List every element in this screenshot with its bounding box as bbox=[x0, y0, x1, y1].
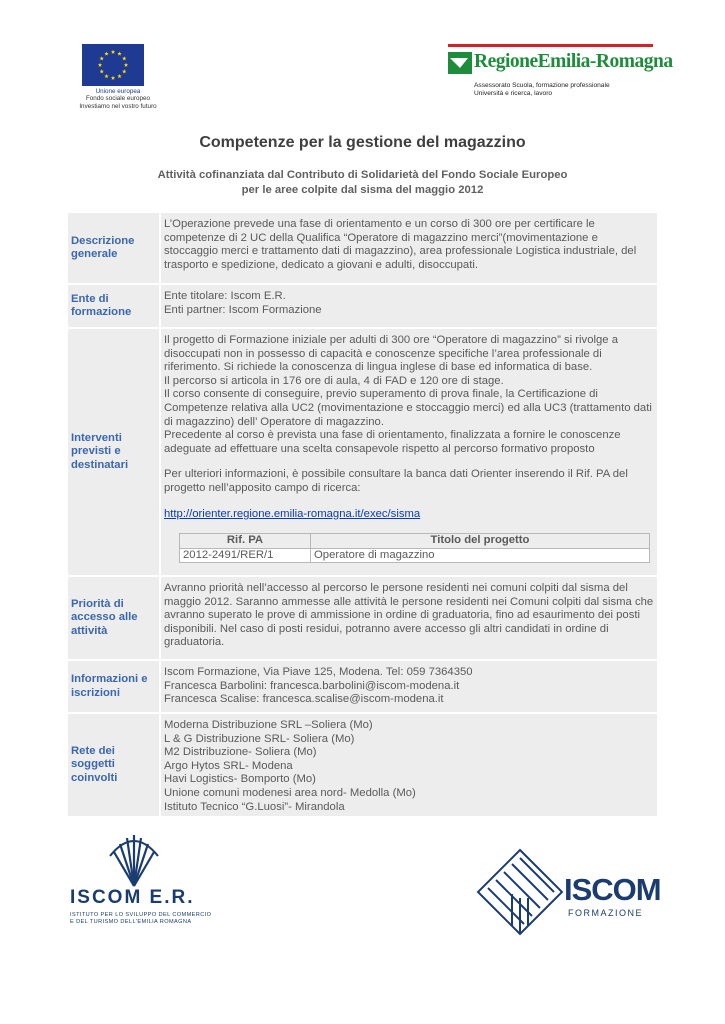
titolo-progetto-header: Titolo del progetto bbox=[311, 534, 650, 549]
rete-item: Argo Hytos SRL- Modena bbox=[164, 759, 293, 772]
label-priorita: Priorità di accesso alle attività bbox=[68, 577, 161, 659]
row-ente bbox=[68, 285, 657, 329]
content-interventi bbox=[161, 329, 657, 575]
label-ente: Ente di formazione bbox=[68, 285, 161, 327]
row-descrizione bbox=[68, 213, 657, 285]
regione-name: RegioneEmilia-Romagna bbox=[474, 51, 673, 72]
iscom-er-subtitle-line1: ISTITUTO PER LO SVILUPPO DEL COMMERCIO bbox=[70, 912, 212, 918]
rif-pa-row bbox=[180, 548, 650, 563]
info-table bbox=[68, 213, 657, 818]
regione-subtitle-line1: Assessorato Scuola, formazione professionale bbox=[474, 82, 610, 89]
iscom-er-logo bbox=[68, 832, 212, 932]
label-rete: Rete dei soggetti coinvolti bbox=[68, 714, 161, 816]
eu-caption-line2: Fondo sociale europeo bbox=[85, 95, 151, 103]
row-priorita bbox=[68, 577, 657, 661]
iscom-er-mark-icon bbox=[108, 832, 160, 887]
info-contact-barbolini: Francesca Barbolini: francesca.barbolini@iscom-modena.it bbox=[164, 679, 460, 692]
rete-item: Moderna Distribuzione SRL –Soliera (Mo) bbox=[164, 719, 373, 731]
iscom-formazione-subtitle: FORMAZIONE bbox=[568, 908, 643, 918]
ente-partner: Enti partner: Iscom Formazione bbox=[164, 303, 322, 316]
rete-item: Havi Logistics- Bomporto (Mo) bbox=[164, 773, 316, 786]
regione-mark-icon bbox=[448, 52, 472, 74]
regione-subtitle bbox=[474, 82, 610, 98]
rete-item: M2 Distribuzione- Soliera (Mo) bbox=[164, 746, 317, 759]
rete-item: Istituto Tecnico “G.Luosi”- Mirandola bbox=[164, 800, 345, 813]
label-descrizione: Descrizione generale bbox=[68, 213, 161, 283]
interventi-para3: Il corso consente di conseguire, previo superamento di prova finale, la Certificazione di Competenze relativa alla UC2 (movimentazione e stoccaggio merci) ed alla UC3 (trattamento dati di magazzino) dell’ Operatore di magazzino. bbox=[164, 388, 652, 428]
ente-titolare: Ente titolare: Iscom E.R. bbox=[164, 290, 286, 302]
content-priorita: Avranno priorità nell’accesso al percorso le persone residenti nei comuni colpiti dal sisma del maggio 2012. Saranno ammesse alle attività le persone residenti nei Comuni colpiti dal sisma che avranno superato le prove di ammissione in ordine di graduatoria, fino ad esaurimento dei posti disponibili. Nel caso di posti residui, potranno avere accesso gli altri candidati in ordine di graduatoria. bbox=[161, 577, 657, 659]
eu-caption-line3: Investiamo nel vostro futuro bbox=[79, 102, 157, 110]
content-rete bbox=[161, 714, 657, 816]
label-interventi: Interventi previsti e destinatari bbox=[68, 329, 161, 575]
rif-pa-table bbox=[179, 533, 650, 563]
content-info bbox=[161, 661, 657, 712]
rete-item: L & G Distribuzione SRL- Soliera (Mo) bbox=[164, 732, 355, 745]
row-info bbox=[68, 661, 657, 714]
subtitle-line2: per le aree colpite dal sisma del maggio 2012 bbox=[241, 183, 484, 196]
interventi-para1: Il progetto di Formazione iniziale per adulti di 300 ore “Operatore di magazzino” si rivolge a disoccupati non in possesso di capacità e conoscenze specifiche l’area professionale di riferimento. Si richiede la conoscenza di lingua inglese di base ed informatica di base. bbox=[164, 334, 618, 374]
iscom-er-subtitle-line2: E DEL TURISMO DELL'EMILIA ROMAGNA bbox=[70, 919, 192, 925]
page-subtitle bbox=[0, 168, 725, 197]
regione-subtitle-line2: Università e ricerca, lavoro bbox=[474, 90, 553, 97]
page-title: Competenze per la gestione del magazzino bbox=[199, 134, 526, 151]
iscom-formazione-mark-icon bbox=[476, 848, 564, 936]
rete-item: Unione comuni modenesi area nord- Medolla (Mo) bbox=[164, 786, 416, 799]
iscom-er-name: ISCOM E.R. bbox=[70, 887, 195, 908]
row-rete bbox=[68, 714, 657, 818]
eu-flag-icon bbox=[82, 44, 144, 86]
interventi-para5: Per ulteriori informazioni, è possibile consultare la banca dati Orienter inserendo il Rif. PA del progetto nell’apposito campo di ricerca: bbox=[164, 468, 628, 494]
rif-pa-value: 2012-2491/RER/1 bbox=[180, 548, 311, 563]
info-address: Iscom Formazione, Via Piave 125, Modena. Tel: 059 7364350 bbox=[164, 666, 473, 678]
eu-caption-line1: Unione europea bbox=[95, 88, 141, 95]
regione-red-bar bbox=[448, 44, 653, 47]
iscom-formazione-logo bbox=[476, 848, 666, 940]
rif-pa-header-row bbox=[180, 534, 650, 549]
orienter-link[interactable]: http://orienter.regione.emilia-romagna.it/exec/sisma bbox=[164, 507, 421, 520]
interventi-para4: Precedente al corso è prevista una fase di orientamento, finalizzata a fornire le conoscenze adeguate ad effettuare una scelta consapevole rispetto al percorso formativo proposto bbox=[164, 429, 621, 455]
subtitle-line1: Attività cofinanziata dal Contributo di Solidarietà del Fondo Sociale Europeo bbox=[157, 169, 568, 181]
iscom-formazione-name: ISCOM bbox=[564, 872, 661, 907]
label-info: Informazioni e iscrizioni bbox=[68, 661, 161, 712]
row-interventi bbox=[68, 329, 657, 577]
iscom-er-subtitle bbox=[70, 912, 211, 926]
content-descrizione: L’Operazione prevede una fase di orientamento e un corso di 300 ore per certificare le competenze di 2 UC della Qualifica “Operatore di magazzino merci”(movimentazione e stoccaggio merci e trattamento dati di magazzino), area professionale Logistica industriale, del trasporto e spedizione, dedicato a giovani e adulti, disoccupati. bbox=[161, 213, 657, 283]
content-ente bbox=[161, 285, 657, 327]
info-contact-scalise: Francesca Scalise: francesca.scalise@iscom-modena.it bbox=[164, 693, 444, 706]
eu-caption bbox=[68, 88, 168, 110]
rif-pa-header: Rif. PA bbox=[180, 534, 311, 549]
interventi-para2: Il percorso si articola in 176 ore di aula, 4 di FAD e 120 ore di stage. bbox=[164, 374, 504, 387]
titolo-progetto-value: Operatore di magazzino bbox=[311, 548, 650, 563]
